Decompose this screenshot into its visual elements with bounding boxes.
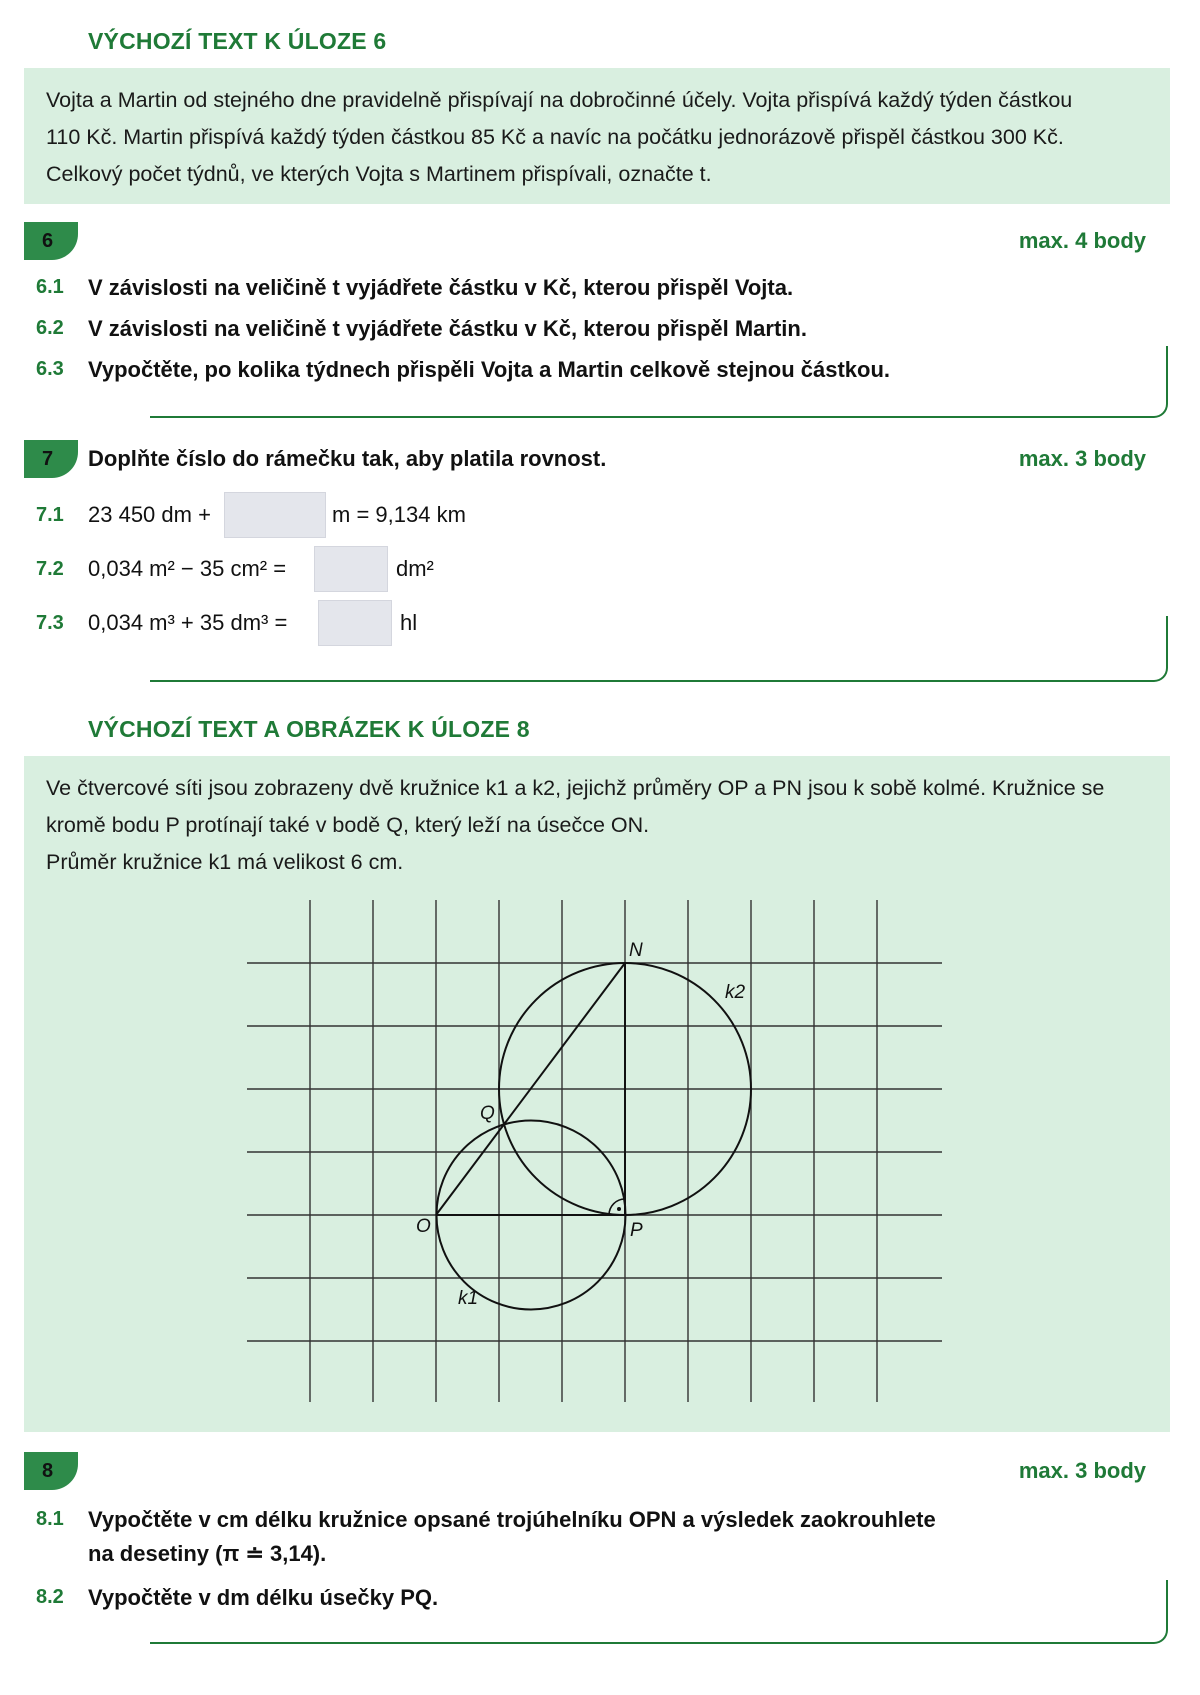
expression-right: hl [400, 610, 418, 635]
task-6-max-points: max. 4 body [1018, 228, 1146, 253]
expression-left: 0,034 m³ + 35 dm³ = [88, 610, 288, 635]
expression-right: m = 9,134 km [332, 502, 466, 527]
intro-line: Ve čtvercové síti jsou zobrazeny dvě kružnice k1 a k2, jejichž průměry OP a PN jsou k sobě kolmé. Kružnice se [46, 776, 1105, 800]
task-8-tab: 8 [24, 1452, 78, 1490]
section8-heading: VÝCHOZÍ TEXT A OBRÁZEK K ÚLOZE 8 [88, 716, 530, 742]
question-text: na desetiny (π ≐ 3,14). [88, 1541, 327, 1566]
answer-area-8[interactable] [150, 1580, 1168, 1644]
question-number: 6.1 [36, 276, 64, 298]
intro-line: Vojta a Martin od stejného dne pravidelně přispívají na dobročinné účely. Vojta přispívá každý týden částkou [46, 88, 1073, 112]
intro-line: kromě bodu P protínají také v bodě Q, který leží na úsečce ON. [46, 813, 650, 837]
question-number: 8.1 [36, 1508, 64, 1530]
task-8-max-points: max. 3 body [1018, 1458, 1146, 1483]
question-number: 6.2 [36, 317, 64, 339]
task-7-instruction: Doplňte číslo do rámečku tak, aby platila rovnost. [88, 446, 607, 471]
intro-line: 110 Kč. Martin přispívá každý týden částkou 85 Kč a navíc na počátku jednorázově přispěl částkou 300 Kč. [46, 125, 1064, 149]
question-text: Vypočtěte v dm délku úsečky PQ. [88, 1585, 439, 1610]
label-p: P [630, 1220, 643, 1241]
right-angle-dot [617, 1207, 621, 1211]
question-number: 7.1 [36, 504, 64, 526]
task-7-max-points: max. 3 body [1018, 446, 1146, 471]
label-o: O [416, 1216, 431, 1237]
right-angle-mark [609, 1199, 625, 1215]
intro-line: Průměr kružnice k1 má velikost 6 cm. [46, 850, 404, 874]
question-text: Vypočtěte, po kolika týdnech přispěli Vojta a Martin celkově stejnou částkou. [88, 357, 891, 382]
question-text: V závislosti na veličině t vyjádřete částku v Kč, kterou přispěl Martin. [88, 316, 807, 341]
question-number: 7.3 [36, 612, 64, 634]
label-q: Q [480, 1103, 495, 1124]
question-text: Vypočtěte v cm délku kružnice opsané trojúhelníku OPN a výsledek zaokrouhlete [88, 1507, 936, 1532]
intro-line: Celkový počet týdnů, ve kterých Vojta s Martinem přispívali, označte t. [46, 162, 712, 186]
expression-left: 0,034 m² − 35 cm² = [88, 556, 287, 581]
expression-left: 23 450 dm + [88, 502, 211, 527]
question-text: V závislosti na veličině t vyjádřete částku v Kč, kterou přispěl Vojta. [88, 275, 794, 300]
section6-heading: VÝCHOZÍ TEXT K ÚLOZE 6 [88, 28, 387, 54]
expression-right: dm² [396, 556, 434, 581]
label-k1: k1 [458, 1288, 479, 1309]
label-n: N [629, 940, 643, 961]
question-number: 7.2 [36, 558, 64, 580]
question-number: 8.2 [36, 1586, 64, 1608]
question-number: 6.3 [36, 358, 64, 380]
label-k2: k2 [725, 982, 746, 1003]
square-grid [247, 900, 942, 1402]
task-6-tab: 6 [24, 222, 78, 260]
task-7-tab: 7 [24, 440, 78, 478]
